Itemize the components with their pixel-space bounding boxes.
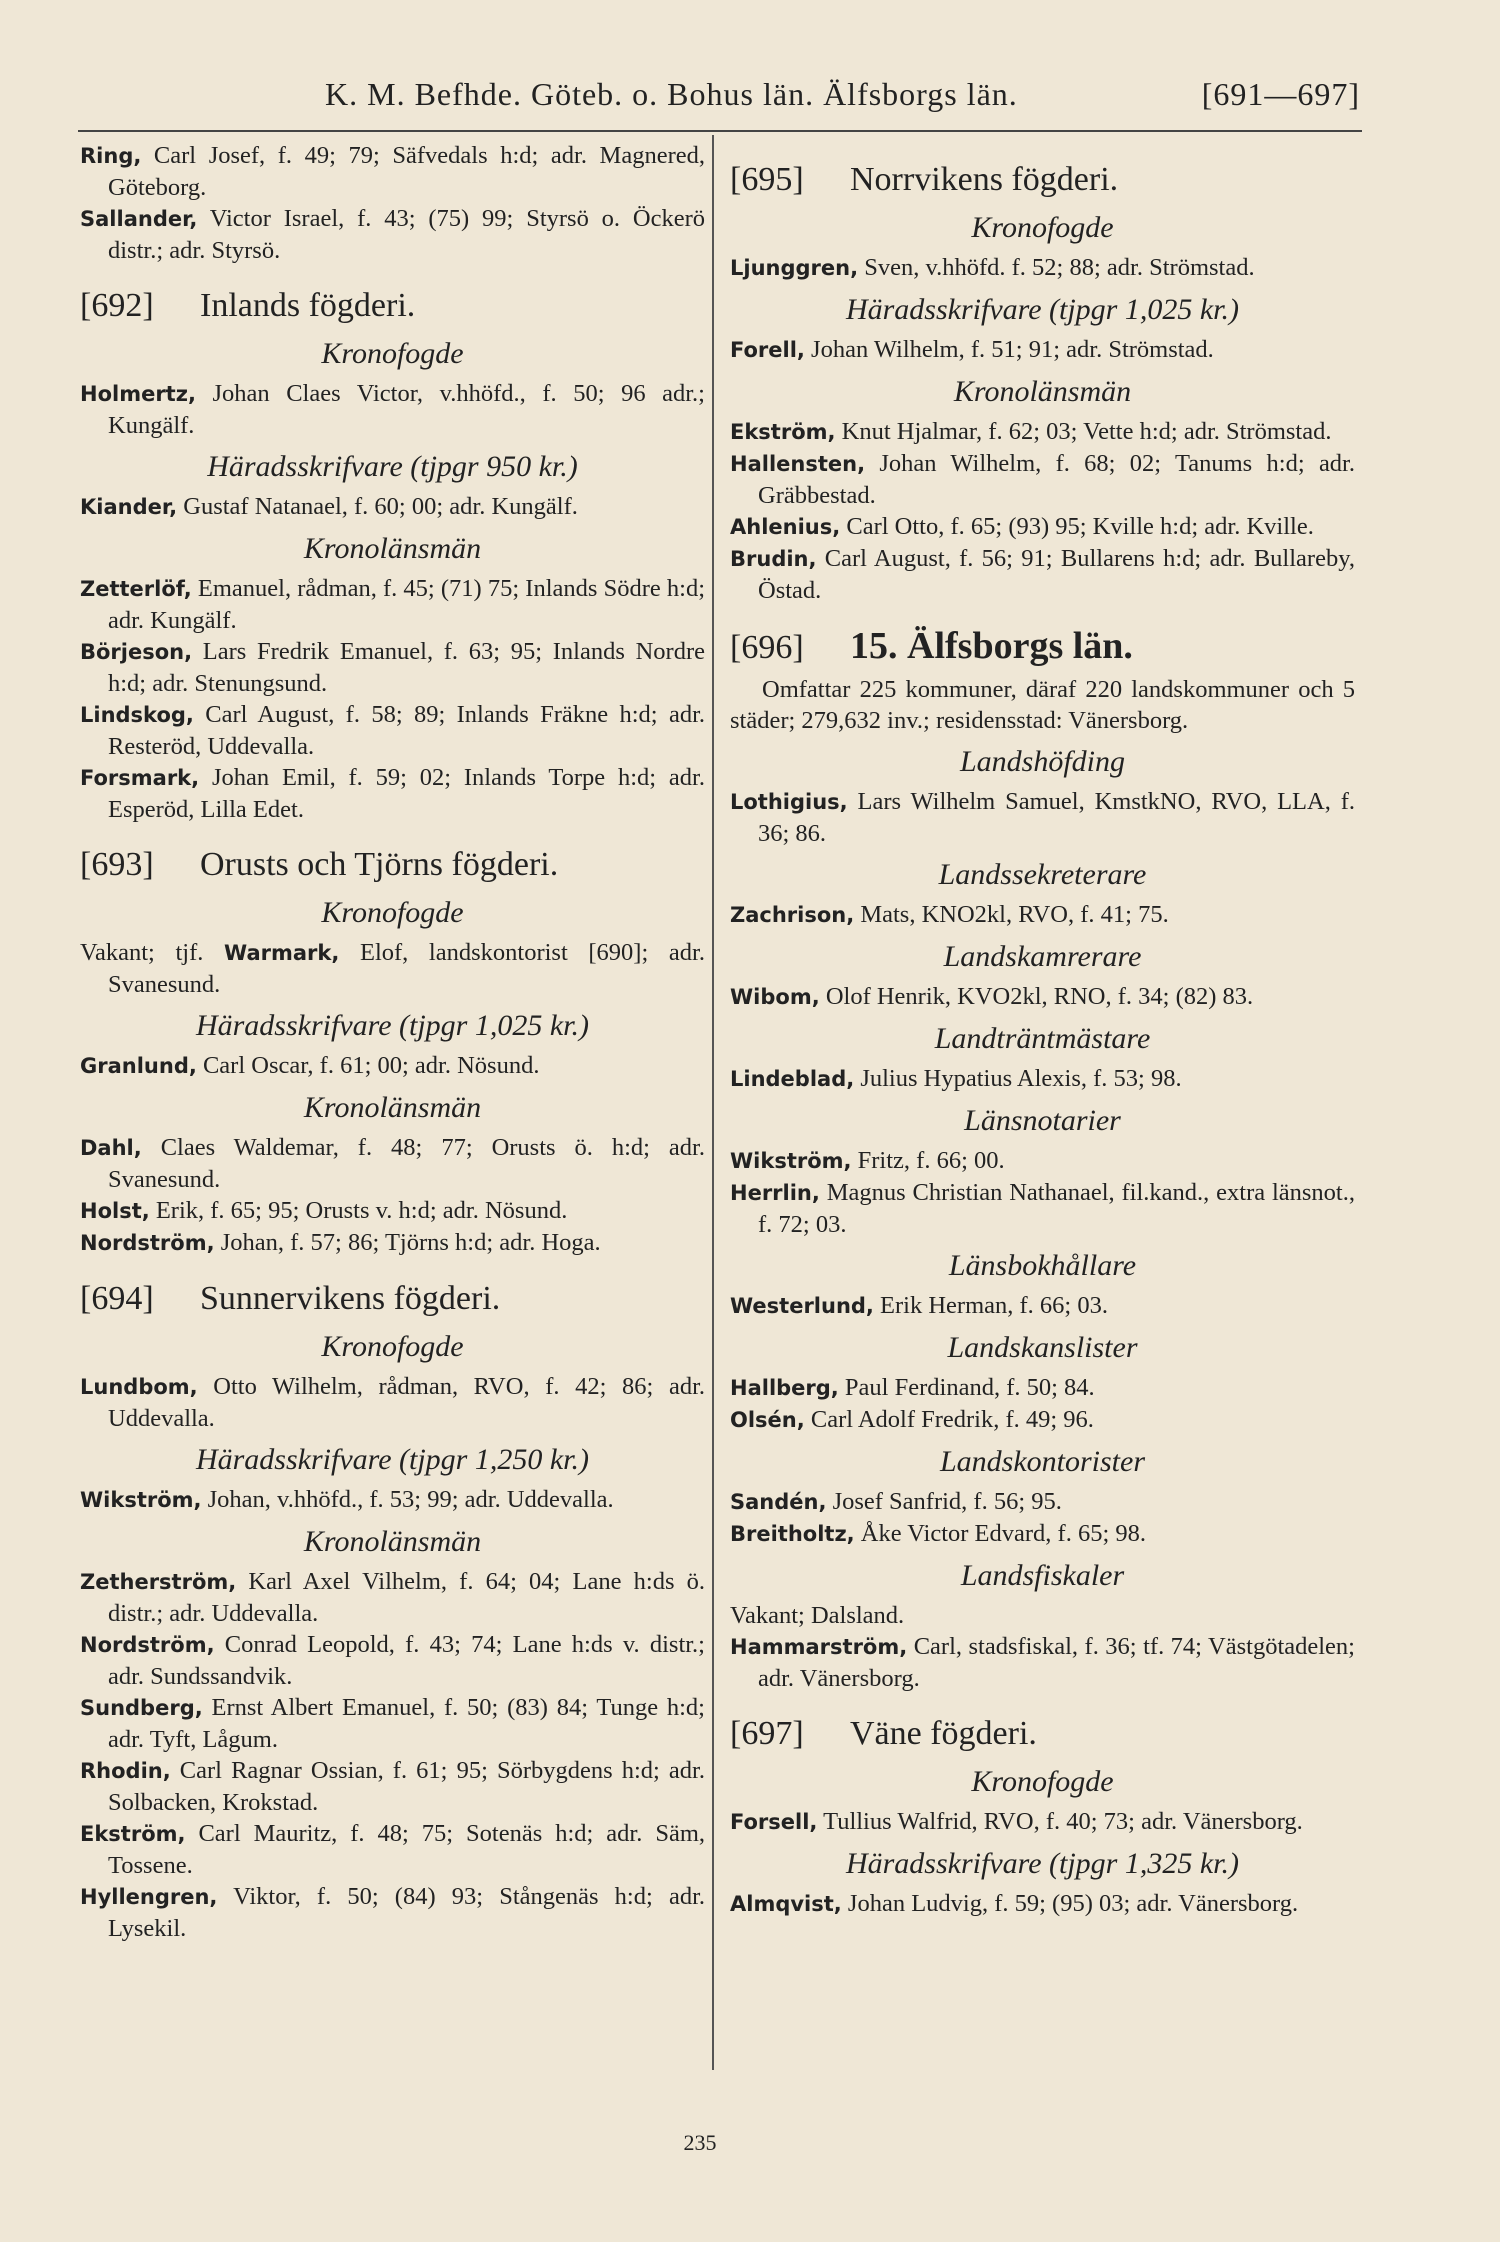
district-number: [692] — [80, 287, 154, 324]
person-entry — [80, 140, 705, 203]
person-name: Granlund, — [80, 1054, 197, 1078]
person-entry — [80, 1566, 705, 1629]
entry-details: Åke Victor Edvard, f. 65; 98. — [854, 1520, 1147, 1547]
entry-details: Carl August, f. 58; 89; Inlands Fräkne h:d; adr. Resteröd, Uddevalla. — [108, 701, 705, 760]
entry-prefix: Vakant; tjf. — [80, 939, 225, 966]
district-heading — [80, 1277, 705, 1321]
person-name: Wikström, — [80, 1488, 202, 1512]
entry-details: Johan, v.hhöfd., f. 53; 99; adr. Uddevalla. — [201, 1486, 614, 1513]
person-name: Forell, — [730, 338, 805, 362]
district-title: Väne fögderi. — [850, 1715, 1037, 1752]
person-entry — [80, 699, 705, 762]
entry-details: Josef Sanfrid, f. 56; 95. — [826, 1488, 1062, 1515]
person-entry — [730, 334, 1355, 366]
district-heading — [80, 284, 705, 328]
district-number: [697] — [730, 1715, 804, 1752]
office-heading: Landshöfding — [959, 745, 1126, 778]
entry-details: Johan Wilhelm, f. 51; 91; adr. Strömstad. — [804, 336, 1214, 363]
entry-details: Olof Henrik, KVO2kl, RNO, f. 34; (82) 83. — [819, 983, 1254, 1010]
district-number: [693] — [80, 846, 154, 883]
office-heading: Kronofogde — [321, 1330, 464, 1363]
person-name: Forsmark, — [80, 766, 200, 790]
entry-details: Otto Wilhelm, rådman, RVO, f. 42; 86; adr. Uddevalla. — [108, 1373, 705, 1432]
entry-details: Gustaf Natanael, f. 60; 00; adr. Kungälf. — [177, 493, 578, 520]
entry-details: Sven, v.hhöfd. f. 52; 88; adr. Strömstad. — [858, 254, 1255, 281]
person-entry — [730, 511, 1355, 543]
office-heading: Häradsskrifvare (tjpgr 1,325 kr.) — [845, 1847, 1240, 1880]
person-name: Holmertz, — [80, 382, 196, 406]
office-heading: Länsnotarier — [964, 1104, 1121, 1137]
person-entry — [730, 1372, 1355, 1404]
district-number: [695] — [730, 161, 804, 198]
header-range: [691—697] — [1201, 76, 1360, 112]
district-heading — [80, 843, 705, 887]
office-heading: Länsbokhållare — [948, 1249, 1137, 1282]
person-entry — [80, 1818, 705, 1881]
district-title: Orusts och Tjörns fögderi. — [200, 846, 559, 883]
person-name: Sandén, — [730, 1490, 827, 1514]
entry-details: Johan Claes Victor, v.hhöfd., f. 50; 96 adr.; Kungälf. — [108, 380, 705, 439]
office-heading: Häradsskrifvare (tjpgr 1,025 kr.) — [845, 293, 1240, 326]
office-heading: Häradsskrifvare (tjpgr 1,250 kr.) — [195, 1443, 590, 1476]
district-number: [696] — [730, 629, 804, 666]
person-name: Sundberg, — [80, 1696, 203, 1720]
person-entry — [80, 1371, 705, 1434]
right-column — [730, 140, 1355, 1920]
entry-details: Carl Otto, f. 65; (93) 95; Kville h:d; adr. Kville. — [840, 513, 1314, 540]
person-name: Hammarström, — [730, 1635, 908, 1659]
district-title: Norrvikens fögderi. — [850, 161, 1119, 198]
person-entry — [730, 981, 1355, 1013]
district-heading — [730, 1712, 1355, 1756]
entry-details: Erik, f. 65; 95; Orusts v. h:d; adr. Nösund. — [149, 1197, 568, 1224]
person-name: Nordström, — [80, 1633, 215, 1657]
entry-details: Elof, landskontorist [690]; adr. Svanesund. — [108, 939, 705, 998]
office-heading: Kronofogde — [321, 337, 464, 370]
office-heading: Kronofogde — [971, 211, 1114, 244]
person-name: Kiander, — [80, 495, 178, 519]
person-entry — [730, 1600, 1355, 1631]
person-entry — [730, 1888, 1355, 1920]
entry-details: Carl Ragnar Ossian, f. 61; 95; Sörbygdens h:d; adr. Solbacken, Krokstad. — [108, 1757, 705, 1816]
district-heading — [730, 158, 1355, 202]
person-name: Hyllengren, — [80, 1885, 218, 1909]
person-entry — [80, 1484, 705, 1516]
person-entry — [730, 1290, 1355, 1322]
person-entry — [730, 1806, 1355, 1838]
person-name: Börjeson, — [80, 640, 193, 664]
district-number: [694] — [80, 1280, 154, 1317]
person-entry — [730, 448, 1355, 511]
district-title: Inlands fögderi. — [200, 287, 416, 324]
person-name: Lindeblad, — [730, 1067, 855, 1091]
person-entry — [80, 1050, 705, 1082]
person-entry — [80, 1881, 705, 1944]
person-name: Almqvist, — [730, 1892, 842, 1916]
person-name: Olsén, — [730, 1408, 805, 1432]
person-name: Forsell, — [730, 1810, 818, 1834]
office-heading: Landsfiskaler — [960, 1559, 1125, 1592]
person-name: Breitholtz, — [730, 1522, 855, 1546]
person-entry — [80, 636, 705, 699]
page-header — [80, 76, 1360, 116]
entry-details: Carl, stadsfiskal, f. 36; tf. 74; Västgötadelen; adr. Vänersborg. — [758, 1633, 1355, 1692]
county-description: Omfattar 225 kommuner, däraf 220 landskommuner och 5 städer; 279,632 inv.; residensstad: Vänersborg. — [730, 676, 1355, 734]
entry-details: Fritz, f. 66; 00. — [851, 1147, 1005, 1174]
entry-details: Ernst Albert Emanuel, f. 50; (83) 84; Tunge h:d; adr. Tyft, Lågum. — [108, 1694, 705, 1753]
entry-details: Erik Herman, f. 66; 03. — [873, 1292, 1108, 1319]
person-name: Rhodin, — [80, 1759, 171, 1783]
entry-details: Lars Fredrik Emanuel, f. 63; 95; Inlands Nordre h:d; adr. Stenungsund. — [108, 638, 705, 697]
person-entry — [730, 1063, 1355, 1095]
entry-details: Karl Axel Vilhelm, f. 64; 04; Lane h:ds ö. distr.; adr. Uddevalla. — [108, 1568, 705, 1627]
entry-details: Johan Wilhelm, f. 68; 02; Tanums h:d; adr. Gräbbestad. — [758, 450, 1355, 509]
person-name: Warmark, — [224, 941, 340, 965]
person-name: Holst, — [80, 1199, 150, 1223]
entry-details: Carl August, f. 56; 91; Bullarens h:d; adr. Bullareby, Östad. — [758, 545, 1355, 604]
header-rule — [78, 130, 1362, 132]
office-heading: Häradsskrifvare (tjpgr 1,025 kr.) — [195, 1009, 590, 1042]
person-entry — [80, 1755, 705, 1818]
person-name: Ekström, — [730, 420, 836, 444]
person-name: Ring, — [80, 144, 142, 168]
left-column — [80, 140, 705, 1944]
person-entry — [730, 1486, 1355, 1518]
office-heading: Landskontorister — [939, 1445, 1146, 1478]
district-title: Sunnervikens fögderi. — [200, 1280, 501, 1317]
office-heading: Kronolänsmän — [303, 1525, 482, 1558]
person-name: Zetterlöf, — [80, 577, 192, 601]
office-heading: Kronolänsmän — [303, 1091, 482, 1124]
office-heading: Häradsskrifvare (tjpgr 950 kr.) — [207, 450, 578, 483]
person-entry — [730, 416, 1355, 448]
district-heading — [730, 624, 1355, 670]
person-name: Lundbom, — [80, 1375, 198, 1399]
person-entry — [80, 378, 705, 441]
person-name: Lothigius, — [730, 790, 848, 814]
entry-details: Emanuel, rådman, f. 45; (71) 75; Inlands Södre h:d; adr. Kungälf. — [108, 575, 705, 634]
person-entry — [80, 491, 705, 523]
entry-details: Conrad Leopold, f. 43; 74; Lane h:ds v. distr.; adr. Sundssandvik. — [108, 1631, 705, 1690]
entry-details: Magnus Christian Nathanael, fil.kand., extra länsnot., f. 72; 03. — [758, 1179, 1355, 1238]
person-name: Hallensten, — [730, 452, 866, 476]
person-entry — [80, 762, 705, 825]
person-name: Lindskog, — [80, 703, 194, 727]
office-heading: Kronolänsmän — [953, 375, 1132, 408]
entry-details: Carl Oscar, f. 61; 00; adr. Nösund. — [196, 1052, 540, 1079]
person-name: Herrlin, — [730, 1181, 820, 1205]
person-name: Brudin, — [730, 547, 817, 571]
person-name: Zachrison, — [730, 903, 855, 927]
person-entry — [80, 937, 705, 1000]
office-heading: Kronofogde — [321, 896, 464, 929]
page-number: 235 — [683, 2130, 717, 2155]
entry-details: Julius Hypatius Alexis, f. 53; 98. — [854, 1065, 1182, 1092]
entry-details: Carl Mauritz, f. 48; 75; Sotenäs h:d; adr. Säm, Tossene. — [108, 1820, 705, 1879]
person-name: Nordström, — [80, 1231, 215, 1255]
person-entry — [80, 1629, 705, 1692]
person-entry — [730, 1631, 1355, 1694]
entry-details: Paul Ferdinand, f. 50; 84. — [838, 1374, 1095, 1401]
person-entry — [80, 1132, 705, 1195]
person-name: Wikström, — [730, 1149, 852, 1173]
person-name: Wibom, — [730, 985, 820, 1009]
person-entry — [730, 1145, 1355, 1177]
person-name: Dahl, — [80, 1136, 142, 1160]
office-heading: Landskanslister — [947, 1331, 1138, 1364]
entry-details: Viktor, f. 50; (84) 93; Stångenäs h:d; adr. Lysekil. — [108, 1883, 705, 1942]
person-name: Ahlenius, — [730, 515, 841, 539]
office-heading: Landskamrerare — [943, 940, 1142, 973]
entry-details: Knut Hjalmar, f. 62; 03; Vette h:d; adr. Strömstad. — [835, 418, 1332, 445]
entry-details: Lars Wilhelm Samuel, KmstkNO, RVO, LLA, f. 36; 86. — [758, 788, 1355, 847]
entry-details: Tullius Walfrid, RVO, f. 40; 73; adr. Vänersborg. — [817, 1808, 1303, 1835]
office-heading: Landssekreterare — [938, 858, 1147, 891]
person-name: Ekström, — [80, 1822, 186, 1846]
district-title: 15. Älfsborgs län. — [850, 625, 1133, 667]
person-entry — [730, 786, 1355, 849]
person-entry — [80, 573, 705, 636]
person-entry — [730, 1404, 1355, 1436]
person-entry — [730, 1177, 1355, 1240]
entry-details: Carl Josef, f. 49; 79; Säfvedals h:d; adr. Magnered, Göteborg. — [108, 142, 705, 201]
entry-details: Mats, KNO2kl, RVO, f. 41; 75. — [854, 901, 1169, 928]
entry-details: Johan Ludvig, f. 59; (95) 03; adr. Vänersborg. — [841, 1890, 1299, 1917]
office-heading: Kronofogde — [971, 1765, 1114, 1798]
person-entry — [80, 203, 705, 266]
person-name: Sallander, — [80, 207, 198, 231]
header-title: K. M. Befhde. Göteb. o. Bohus län. Älfsborgs län. — [325, 76, 1018, 112]
entry-details: Victor Israel, f. 43; (75) 99; Styrsö o. Öckerö distr.; adr. Styrsö. — [108, 205, 705, 264]
person-entry — [80, 1692, 705, 1755]
office-heading: Kronolänsmän — [303, 532, 482, 565]
person-entry — [730, 252, 1355, 284]
entry-prefix: Vakant; Dalsland. — [730, 1602, 905, 1629]
office-heading: Landträntmästare — [934, 1022, 1151, 1055]
column-divider — [712, 135, 714, 2070]
person-name: Westerlund, — [730, 1294, 874, 1318]
entry-details: Johan Emil, f. 59; 02; Inlands Torpe h:d; adr. Esperöd, Lilla Edet. — [108, 764, 705, 823]
person-entry — [80, 1195, 705, 1227]
person-name: Hallberg, — [730, 1376, 839, 1400]
person-name: Ljunggren, — [730, 256, 859, 280]
entry-details: Claes Waldemar, f. 48; 77; Orusts ö. h:d; adr. Svanesund. — [108, 1134, 705, 1193]
person-entry — [80, 1227, 705, 1259]
person-entry — [730, 543, 1355, 606]
person-name: Zetherström, — [80, 1570, 237, 1594]
person-entry — [730, 1518, 1355, 1550]
person-entry — [730, 899, 1355, 931]
entry-details: Carl Adolf Fredrik, f. 49; 96. — [804, 1406, 1094, 1433]
entry-details: Johan, f. 57; 86; Tjörns h:d; adr. Hoga. — [214, 1229, 601, 1256]
